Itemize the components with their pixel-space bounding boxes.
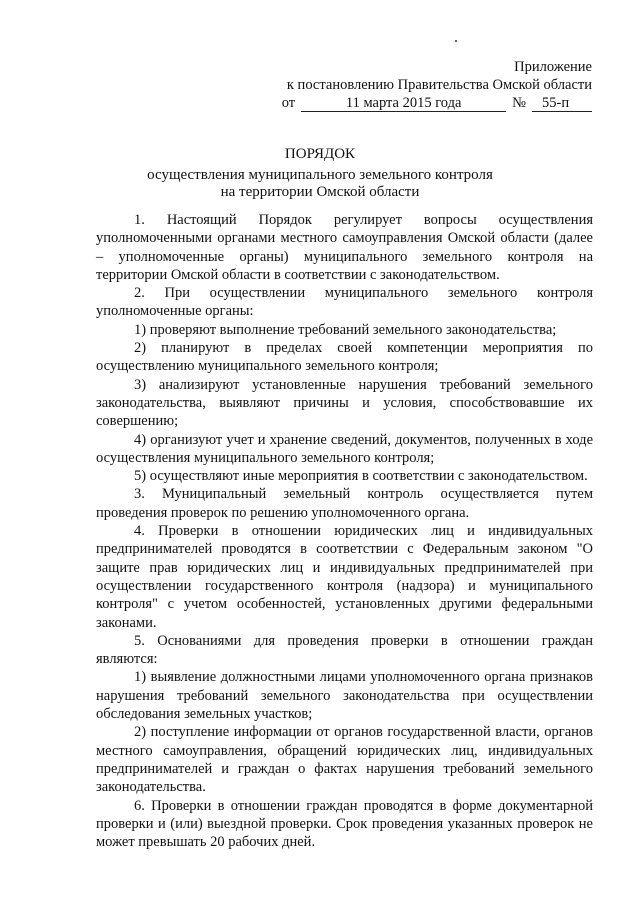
paragraph-2-item-4: 4) организуют учет и хранение сведений, документов, полученных в ходе осуществления муниципального земельного контроля; — [96, 431, 593, 466]
number-value: 55-п — [532, 96, 592, 112]
paragraph-2-item-5: 5) осуществляют иные мероприятия в соответствии с законодательством. — [134, 468, 588, 485]
date-prefix: от — [281, 95, 296, 111]
title-line-3: на территории Омской области — [220, 184, 420, 200]
paragraph-5-item-1: 1) выявление должностными лицами уполномоченного органа признаков нарушения требований земельного законодательства при осуществлении обследования земельных участков; — [96, 669, 593, 723]
paragraph-2-item-2: 2) планируют в пределах своей компетенции мероприятия по осуществлению муниципального земельного контроля; — [96, 340, 593, 375]
document-title — [0, 146, 640, 201]
title-line-2: осуществления муниципального земельного контроля — [147, 167, 493, 183]
paragraph-5: 5. Основаниями для проведения проверки в отношении граждан являются: — [96, 632, 593, 668]
paragraph-3: 3. Муниципальный земельный контроль осуществляется путем проведения проверок по решению уполномоченного органа. — [96, 486, 593, 521]
annex-resolution: к постановлению Правительства Омской области — [286, 77, 592, 93]
annex-block — [262, 58, 592, 112]
paragraph-6: 6. Проверки в отношении граждан проводятся в форме документарной проверки и (или) выездной проверки. Срок проведения указанных проверок не может превышать 20 рабочих дней. — [96, 797, 593, 851]
annex-title: Приложение — [514, 59, 592, 75]
paragraph-2: 2. При осуществлении муниципального земельного контроля уполномоченные органы: — [96, 285, 593, 320]
document-body — [96, 211, 593, 851]
title-heading: ПОРЯДОК — [284, 146, 356, 162]
scan-speck — [455, 40, 457, 42]
annex-date-line — [262, 94, 592, 112]
paragraph-2-item-1: 1) проверяют выполнение требований земельного законодательства; — [134, 321, 557, 338]
paragraph-2-item-3: 3) анализируют установленные нарушения требований земельного законодательства, выявляют причины и условия, способствовавшие их совершению; — [96, 376, 593, 430]
paragraph-1: 1. Настоящий Порядок регулирует вопросы осуществления уполномоченными органами местного самоуправления Омской области (далее – уполномоченные органы) муниципального земельного контроля на территории Омской области в соответствии с законодательством. — [96, 212, 593, 283]
paragraph-5-item-2: 2) поступление информации от органов государственной власти, органов местного самоуправления, обращений юридических лиц, индивидуальных предпринимателей и граждан о фактах нарушения требований земельного законодательства. — [96, 724, 593, 796]
paragraph-4: 4. Проверки в отношении юридических лиц и индивидуальных предпринимателей проводятся в соответствии с Федеральным законом "О защите прав юридических лиц и индивидуальных предпринимателей при осуществлении государственного контроля (надзора) и муниципального контроля" с учетом особенностей, установленных другими федеральными законами. — [96, 523, 593, 631]
number-sign: № — [512, 95, 526, 111]
date-value: 11 марта 2015 года — [301, 96, 506, 112]
